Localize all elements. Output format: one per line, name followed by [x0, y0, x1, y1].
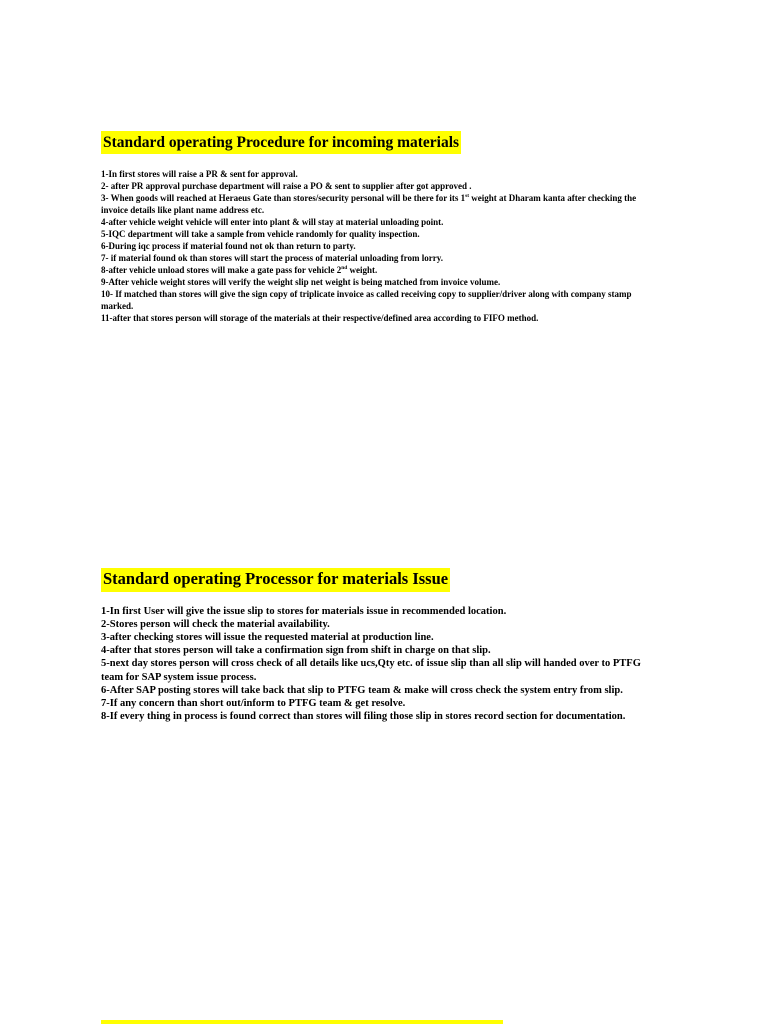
- ordinal-suffix: nd: [341, 264, 348, 271]
- list-item: 5-IQC department will take a sample from vehicle randomly for quality inspection.: [101, 228, 420, 239]
- step-text: weight at Dharam kanta after checking the invoice details like plant name address etc.: [101, 192, 637, 215]
- list-item: 4-after vehicle weight vehicle will enter into plant & will stay at material unloading point.: [101, 216, 444, 227]
- materials-issue-heading: Standard operating Processor for materials Issue: [101, 568, 450, 592]
- list-item: 2-Stores person will check the material availability.: [101, 618, 330, 630]
- list-item: 5-next day stores person will cross check of all details like ucs,Qty etc. of issue slip than all slip will handed over to PTFG team for SAP system issue process.: [101, 658, 641, 683]
- materials-issue-section: [101, 568, 661, 723]
- ordinal-suffix: st: [465, 192, 470, 199]
- list-item: 7- if material found ok than stores will start the process of material unloading from lorry.: [101, 252, 443, 263]
- incoming-materials-heading: Standard operating Procedure for incoming materials: [101, 131, 461, 154]
- step-text: 8-after vehicle unload stores will make a gate pass for vehicle 2: [101, 264, 342, 275]
- list-item: [101, 264, 661, 276]
- list-item: 6-After SAP posting stores will take back that slip to PTFG team & make will cross check the system entry from slip.: [101, 684, 623, 696]
- list-item: 4-after that stores person will take a confirmation sign from shift in charge on that slip.: [101, 645, 491, 657]
- step-text: 3- When goods will reached at Heraeus Gate than stores/security personal will be there for its 1: [101, 192, 466, 203]
- list-item: 8-If every thing in process is found correct than stores will filing those slip in stores record section for documentation.: [101, 711, 626, 723]
- list-item: 6-During iqc process if material found not ok than return to party.: [101, 240, 356, 251]
- list-item: 2- after PR approval purchase department will raise a PO & sent to supplier after got approved .: [101, 180, 472, 191]
- list-item: 10- If matched than stores will give the sign copy of triplicate invoice as called receiving copy to supplier/driver along with company stamp marked.: [101, 288, 632, 311]
- list-item: 7-If any concern than short out/inform to PTFG team & get resolve.: [101, 697, 406, 709]
- step-text: weight.: [347, 264, 378, 275]
- list-item: 1-In first User will give the issue slip to stores for materials issue in recommended location.: [101, 605, 507, 617]
- incoming-materials-steps: [101, 168, 661, 324]
- list-item: 11-after that stores person will storage of the materials at their respective/defined area according to FIFO method.: [101, 312, 539, 323]
- list-item: 9-After vehicle weight stores will verify the weight slip net weight is being matched from invoice volume.: [101, 276, 501, 287]
- list-item: 3-after checking stores will issue the requested material at production line.: [101, 631, 434, 643]
- list-item: [101, 192, 661, 216]
- highlight-bar: [101, 1020, 503, 1024]
- incoming-materials-section: [101, 131, 661, 324]
- list-item: 1-In first stores will raise a PR & sent for approval.: [101, 168, 298, 179]
- materials-issue-steps: [101, 605, 661, 724]
